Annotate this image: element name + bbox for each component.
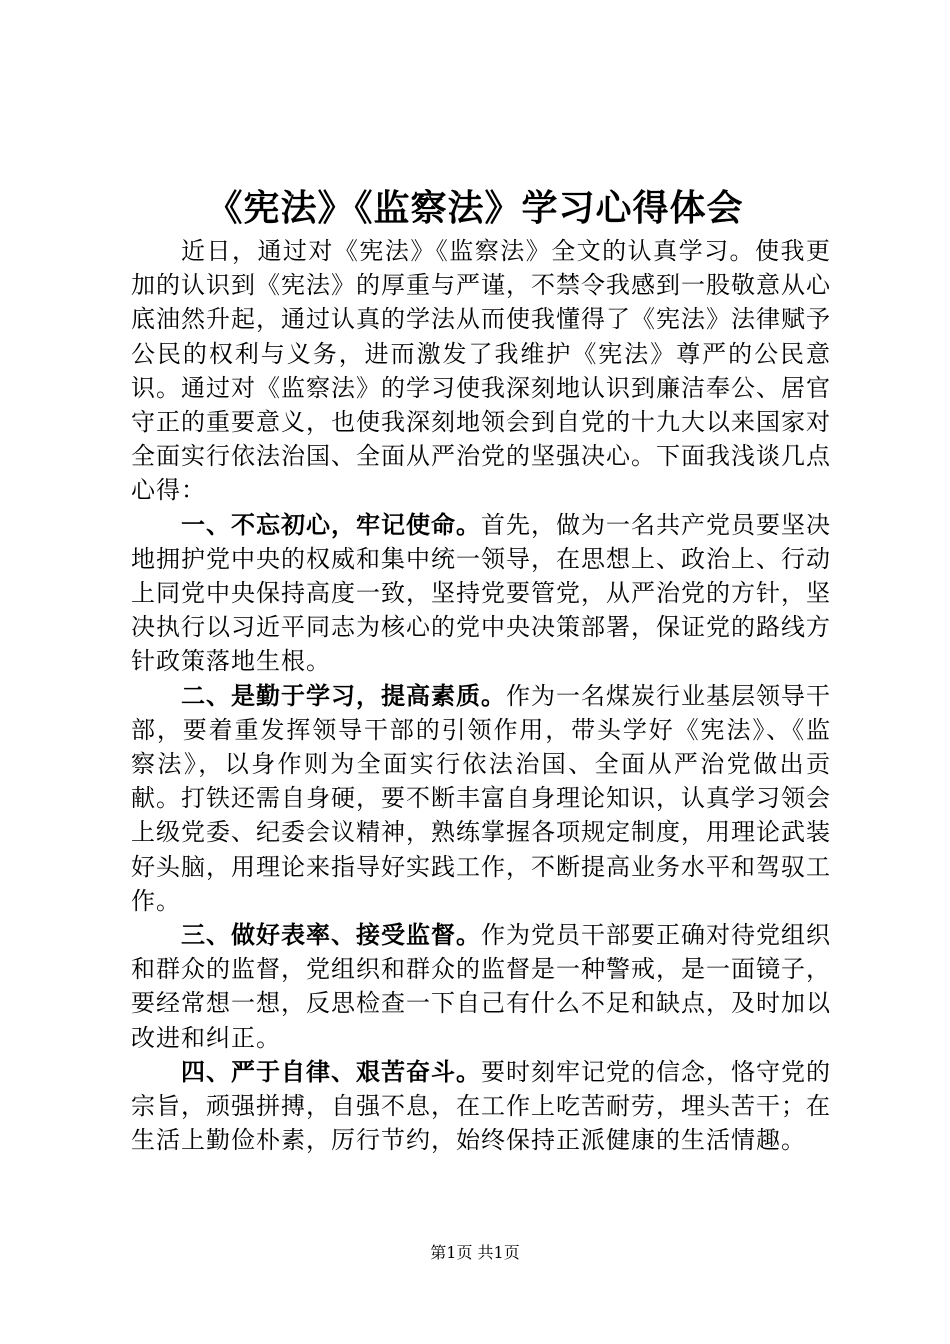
section-heading-3: 三、做好表率、接受监督。 xyxy=(181,921,481,950)
section-heading-4: 四、严于自律、艰苦奋斗。 xyxy=(181,1057,481,1086)
section-heading-1: 一、不忘初心，牢记使命。 xyxy=(181,510,481,539)
section-text-4: 要时刻牢记党的信念，恪守党的宗旨，顽强拼搏，自强不息，在工作上吃苦耐劳，埋头苦干；在生活上勤俭朴素，厉行节约，始终保持正派健康的生活情趣。 xyxy=(131,1057,831,1155)
section-paragraph-1 xyxy=(131,508,831,679)
section-text-3: 作为党员干部要正确对待党组织和群众的监督，党组织和群众的监督是一种警戒，是一面镜子，要经常想一想，反思检查一下自己有什么不足和缺点，及时加以改进和纠正。 xyxy=(131,921,831,1052)
document-body xyxy=(131,234,831,1157)
section-text-1: 首先，做为一名共产党员要坚决地拥护党中央的权威和集中统一领导，在思想上、政治上、行动上同党中央保持高度一致，坚持党要管党，从严治党的方针，坚决执行以习近平同志为核心的党中央决策部署，保证党的路线方针政策落地生根。 xyxy=(131,510,831,676)
intro-paragraph: 近日，通过对《宪法》《监察法》全文的认真学习。使我更加的认识到《宪法》的厚重与严谨，不禁令我感到一股敬意从心底油然升起，通过认真的学法从而使我懂得了《宪法》法律赋予公民的权利与义务，进而激发了我维护《宪法》尊严的公民意识。通过对《监察法》的学习使我深刻地认识到廉洁奉公、居官守正的重要意义，也使我深刻地领会到自党的十九大以来国家对全面实行依法治国、全面从严治党的坚强决心。下面我浅谈几点心得： xyxy=(131,237,831,505)
section-heading-2: 二、是勤于学习，提高素质。 xyxy=(181,681,506,710)
section-paragraph-4 xyxy=(131,1055,831,1158)
section-text-2: 作为一名煤炭行业基层领导干部，要着重发挥领导干部的引领作用，带头学好《宪法》、《监察法》，以身作则为全面实行依法治国、全面从严治党做出贡献。打铁还需自身硬，要不断丰富自身理论知识，认真学习领会上级党委、纪委会议精神，熟练掌握各项规定制度，用理论武装好头脑，用理论来指导好实践工作，不断提高业务水平和驾驭工作。 xyxy=(131,681,831,915)
page-footer: 第1页 共1页 xyxy=(430,1243,520,1262)
section-paragraph-2 xyxy=(131,679,831,918)
document-title: 《宪法》《监察法》学习心得体会 xyxy=(206,188,744,229)
section-paragraph-3 xyxy=(131,918,831,1055)
